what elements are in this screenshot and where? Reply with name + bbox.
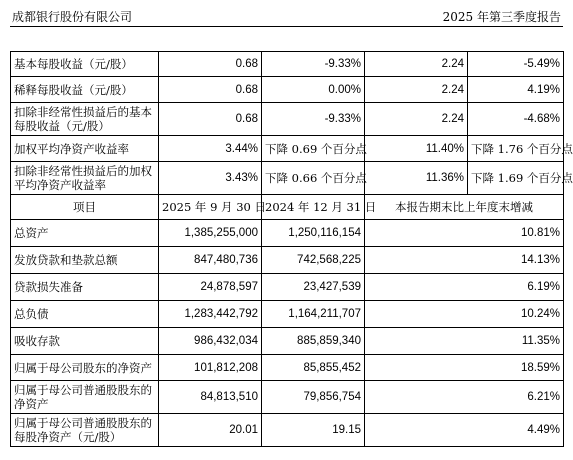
cell-value: -4.68% xyxy=(468,103,564,136)
cell-value: 下降 0.66 个百分点 xyxy=(262,162,365,195)
row-label: 总负债 xyxy=(11,301,159,328)
cell-value: 1,283,442,792 xyxy=(159,301,262,328)
cell-value: 23,427,539 xyxy=(262,274,365,301)
cell-value: 10.24% xyxy=(365,301,564,328)
table-row xyxy=(11,52,564,77)
table-row xyxy=(11,162,564,195)
cell-value: 4.49% xyxy=(365,414,564,447)
row-label: 归属于母公司股东的净资产 xyxy=(11,355,159,381)
cell-value: 0.68 xyxy=(159,52,262,77)
row-label: 稀释每股收益（元/股） xyxy=(11,77,159,103)
column-header-change: 本报告期末比上年度末增减 xyxy=(365,195,564,220)
cell-value: 2.24 xyxy=(365,77,468,103)
cell-value: 885,859,340 xyxy=(262,328,365,355)
cell-value: 101,812,208 xyxy=(159,355,262,381)
cell-value: 11.36% xyxy=(365,162,468,195)
cell-value: -9.33% xyxy=(262,52,365,77)
cell-value: 10.81% xyxy=(365,220,564,247)
cell-value: 3.43% xyxy=(159,162,262,195)
cell-value: 2.24 xyxy=(365,52,468,77)
cell-value: 986,432,034 xyxy=(159,328,262,355)
cell-value: 19.15 xyxy=(262,414,365,447)
cell-value: 0.68 xyxy=(159,103,262,136)
cell-value: 下降 1.76 个百分点 xyxy=(468,136,564,162)
cell-value: 11.40% xyxy=(365,136,468,162)
cell-value: 0.68 xyxy=(159,77,262,103)
cell-value: 24,878,597 xyxy=(159,274,262,301)
table-row xyxy=(11,328,564,355)
table-row xyxy=(11,247,564,274)
table-header-row xyxy=(11,195,564,220)
cell-value: 79,856,754 xyxy=(262,381,365,414)
cell-value: 742,568,225 xyxy=(262,247,365,274)
financial-table xyxy=(10,51,573,447)
cell-value: 84,813,510 xyxy=(159,381,262,414)
cell-value: 3.44% xyxy=(159,136,262,162)
table-row xyxy=(11,301,564,328)
row-label: 吸收存款 xyxy=(11,328,159,355)
row-label: 扣除非经常性损益后的基本每股收益（元/股） xyxy=(11,103,159,136)
column-header-date-2: 2024 年 12 月 31 日 xyxy=(262,195,365,220)
cell-value: 14.13% xyxy=(365,247,564,274)
row-label: 基本每股收益（元/股） xyxy=(11,52,159,77)
report-title: 2025 年第三季度报告 xyxy=(442,10,561,24)
table-row xyxy=(11,355,564,381)
cell-value: 下降 1.69 个百分点 xyxy=(468,162,564,195)
cell-value: 0.00% xyxy=(262,77,365,103)
cell-value: 2.24 xyxy=(365,103,468,136)
cell-value: -5.49% xyxy=(468,52,564,77)
cell-value: 1,164,211,707 xyxy=(262,301,365,328)
cell-value: 85,855,452 xyxy=(262,355,365,381)
row-label: 归属于母公司普通股股东的净资产 xyxy=(11,381,159,414)
company-name: 成都银行股份有限公司 xyxy=(12,10,133,24)
row-label: 贷款损失准备 xyxy=(11,274,159,301)
column-header-date-1: 2025 年 9 月 30 日 xyxy=(159,195,262,220)
cell-value: 1,250,116,154 xyxy=(262,220,365,247)
table-row xyxy=(11,103,564,136)
table-row xyxy=(11,414,564,447)
row-label: 归属于母公司普通股股东的每股净资产（元/股） xyxy=(11,414,159,447)
cell-value: -9.33% xyxy=(262,103,365,136)
table-row xyxy=(11,77,564,103)
cell-value: 847,480,736 xyxy=(159,247,262,274)
cell-value: 下降 0.69 个百分点 xyxy=(262,136,365,162)
header-divider xyxy=(10,26,563,27)
row-label: 发放贷款和垫款总额 xyxy=(11,247,159,274)
cell-value: 6.19% xyxy=(365,274,564,301)
cell-value: 6.21% xyxy=(365,381,564,414)
table-row xyxy=(11,274,564,301)
table-row xyxy=(11,220,564,247)
row-label: 总资产 xyxy=(11,220,159,247)
row-label: 扣除非经常性损益后的加权平均净资产收益率 xyxy=(11,162,159,195)
cell-value: 18.59% xyxy=(365,355,564,381)
cell-value: 11.35% xyxy=(365,328,564,355)
page-header xyxy=(0,0,573,24)
cell-value: 4.19% xyxy=(468,77,564,103)
column-header-item: 项目 xyxy=(11,195,159,220)
table-row xyxy=(11,136,564,162)
cell-value: 20.01 xyxy=(159,414,262,447)
cell-value: 1,385,255,000 xyxy=(159,220,262,247)
table-row xyxy=(11,381,564,414)
row-label: 加权平均净资产收益率 xyxy=(11,136,159,162)
